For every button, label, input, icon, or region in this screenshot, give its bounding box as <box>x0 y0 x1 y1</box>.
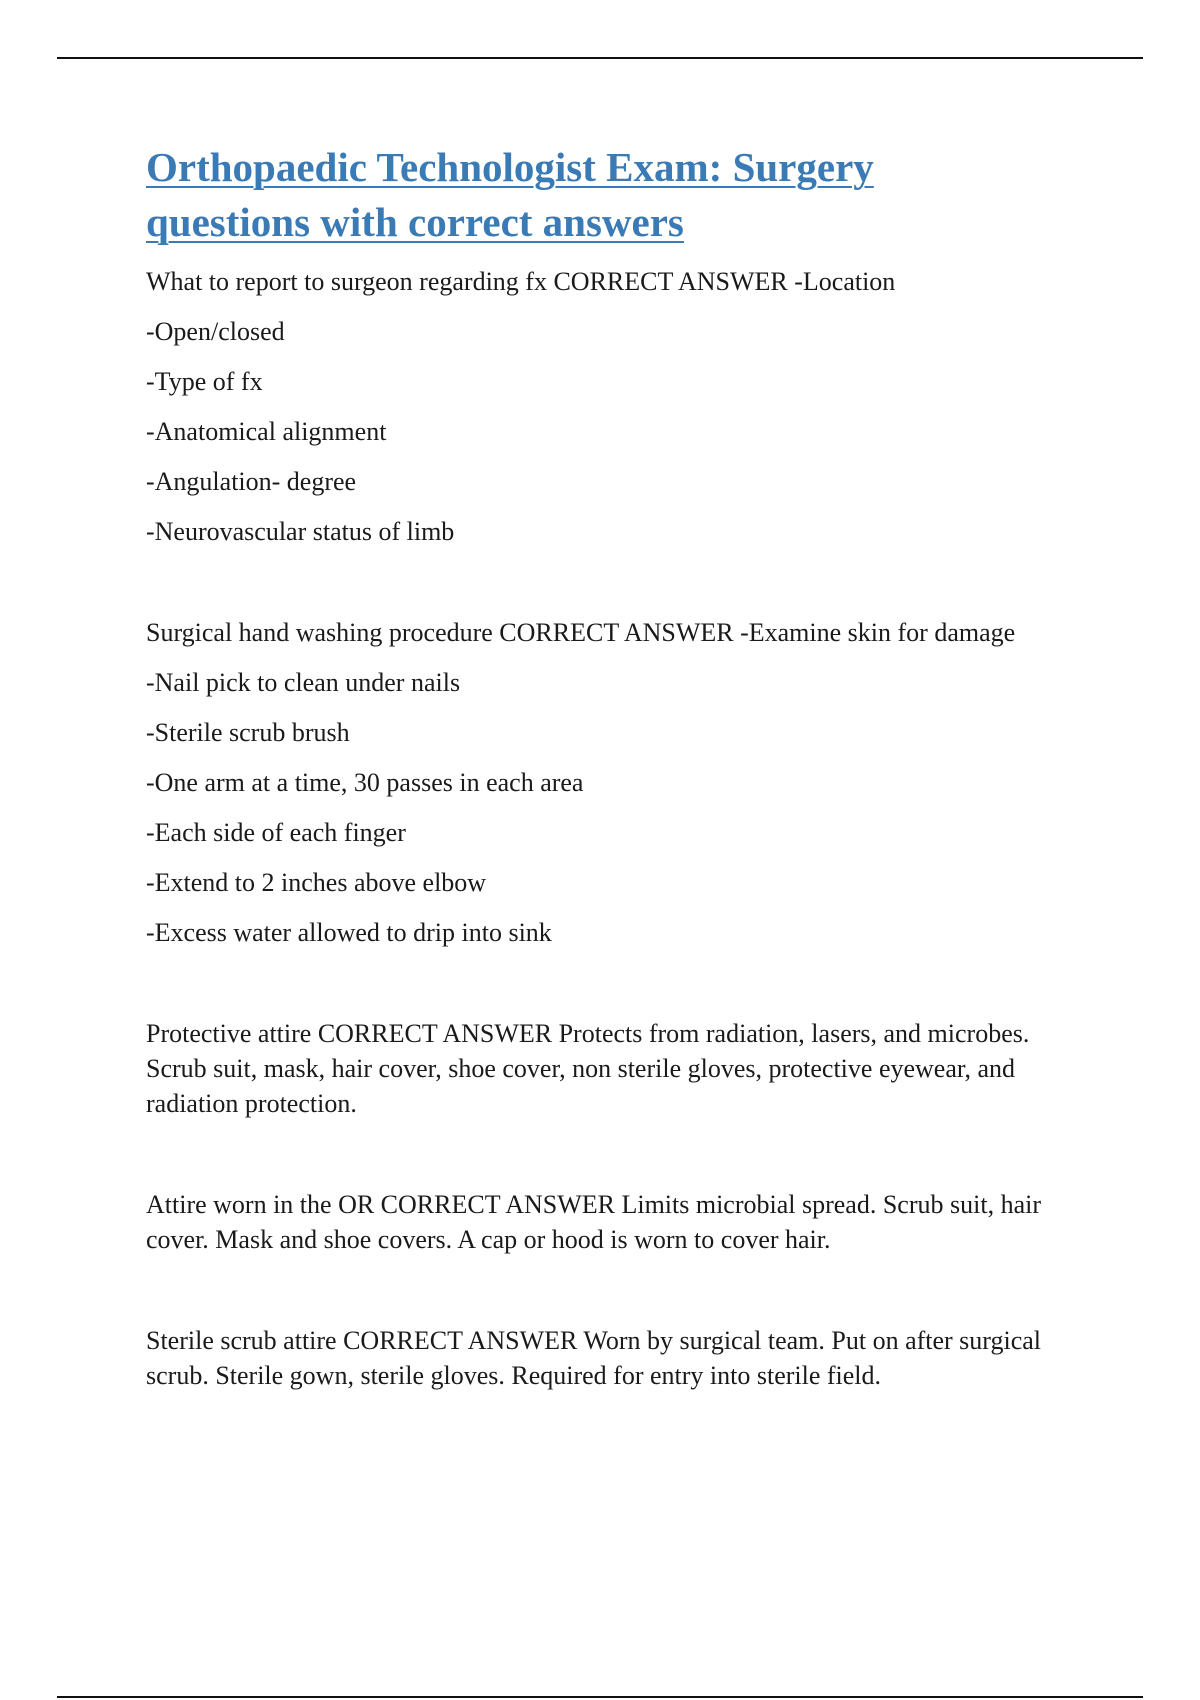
qa-list-item: -Nail pick to clean under nails <box>146 668 461 697</box>
qa-list-item: -One arm at a time, 30 passes in each area <box>146 768 584 797</box>
qa-question: What to report to surgeon regarding fx CORRECT ANSWER -Location <box>146 267 896 296</box>
footer-rule <box>57 1696 1143 1698</box>
document-content <box>146 140 1086 1393</box>
qa-list-item: -Sterile scrub brush <box>146 718 350 747</box>
qa-entry <box>146 1323 1086 1393</box>
qa-question: Surgical hand washing procedure CORRECT ANSWER -Examine skin for damage <box>146 618 1016 647</box>
qa-list-item: -Excess water allowed to drip into sink <box>146 918 552 947</box>
qa-question: Protective attire CORRECT ANSWER Protects from radiation, lasers, and microbes. Scrub suit, mask, hair cover, shoe cover, non sterile gloves, protective eyewear, and radiation protection. <box>146 1019 1030 1118</box>
qa-entry <box>146 615 1086 950</box>
qa-list-item: -Each side of each finger <box>146 818 406 847</box>
header-rule <box>57 57 1143 59</box>
qa-list-item: -Angulation- degree <box>146 467 357 496</box>
qa-list-item: -Type of fx <box>146 367 263 396</box>
qa-entry <box>146 1016 1086 1121</box>
qa-list-item: -Neurovascular status of limb <box>146 517 455 546</box>
qa-entry <box>146 1187 1086 1257</box>
qa-question: Sterile scrub attire CORRECT ANSWER Worn by surgical team. Put on after surgical scrub. Sterile gown, sterile gloves. Required for entry into sterile field. <box>146 1326 1042 1390</box>
qa-list-item: -Extend to 2 inches above elbow <box>146 868 487 897</box>
qa-entry <box>146 264 1086 549</box>
qa-question: Attire worn in the OR CORRECT ANSWER Limits microbial spread. Scrub suit, hair cover. Mask and shoe covers. A cap or hood is worn to cover hair. <box>146 1190 1041 1254</box>
qa-list-item: -Open/closed <box>146 317 285 346</box>
document-title[interactable]: Orthopaedic Technologist Exam: Surgery questions with correct answers <box>146 144 874 245</box>
qa-list-item: -Anatomical alignment <box>146 417 387 446</box>
